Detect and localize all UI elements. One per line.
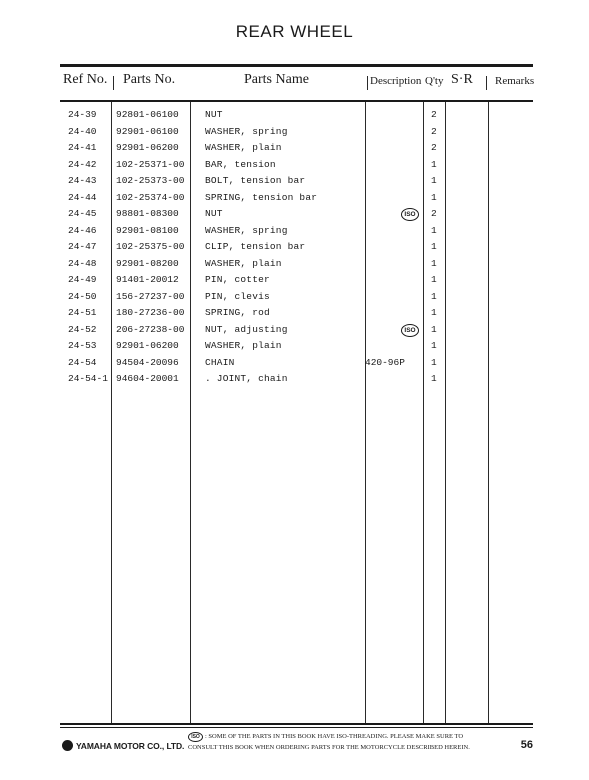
parts-no-cell: 92901-08100 — [116, 224, 179, 236]
table-row — [60, 356, 533, 373]
parts-name-cell: WASHER, plain — [205, 340, 282, 351]
parts-no-cell: 206-27238-00 — [116, 323, 185, 335]
header-qty: Q'ty — [425, 75, 444, 87]
ref-no-cell: 24-47 — [68, 241, 97, 252]
parts-name-cell: CHAIN — [205, 356, 235, 368]
table-row — [60, 224, 533, 241]
parts-no-cell: 92901-06200 — [116, 142, 179, 153]
table-row — [60, 339, 533, 356]
parts-name-cell: NUT, adjusting — [205, 323, 288, 335]
iso-mark-icon: ISO — [188, 732, 203, 742]
ref-no-cell: 24-46 — [68, 224, 97, 236]
table-row — [60, 372, 533, 389]
qty-cell: 1 — [431, 307, 437, 318]
parts-no-cell: 98801-08300 — [116, 208, 179, 219]
parts-name-cell: SPRING, tension bar — [205, 191, 318, 203]
qty-cell: 1 — [431, 191, 437, 203]
yamaha-emblem-icon — [62, 740, 73, 751]
table-bottom-rule — [60, 723, 533, 725]
table-row — [60, 141, 533, 158]
ref-no-cell: 24-40 — [68, 125, 97, 137]
table-row — [60, 174, 533, 191]
parts-name-cell: WASHER, spring — [205, 224, 288, 236]
parts-no-cell: 102-25374-00 — [116, 191, 185, 203]
table-row — [60, 257, 533, 274]
parts-name-cell: BOLT, tension bar — [205, 175, 306, 186]
parts-name-cell: PIN, clevis — [205, 290, 270, 302]
table-row — [60, 158, 533, 175]
parts-no-cell: 156-27237-00 — [116, 290, 185, 302]
parts-no-cell: 92901-06100 — [116, 125, 179, 137]
parts-name-cell: WASHER, spring — [205, 125, 288, 137]
table-top-rule — [60, 64, 533, 67]
qty-cell: 1 — [431, 257, 437, 269]
ref-no-cell: 24-48 — [68, 257, 97, 269]
qty-cell: 1 — [431, 175, 437, 186]
qty-cell: 1 — [431, 373, 437, 384]
table-row — [60, 306, 533, 323]
parts-name-cell: CLIP, tension bar — [205, 241, 306, 252]
parts-name-cell: WASHER, plain — [205, 257, 282, 269]
parts-name-cell: PIN, cotter — [205, 274, 270, 285]
page-footer — [60, 731, 533, 771]
qty-cell: 2 — [431, 125, 437, 137]
parts-name-cell: BAR, tension — [205, 158, 276, 170]
company-name: YAMAHA MOTOR CO., LTD. — [76, 740, 185, 751]
header-parts-no: Parts No. — [123, 72, 176, 87]
qty-cell: 1 — [431, 224, 437, 236]
header-remarks: Remarks — [495, 75, 535, 87]
parts-no-cell: 92901-08200 — [116, 257, 179, 269]
iso-note-line1 — [188, 731, 498, 742]
iso-note-line2: CONSULT THIS BOOK WHEN ORDERING PARTS FOR THE MOTORCYCLE DESCRIBED HEREIN. — [188, 744, 470, 751]
ref-no-cell: 24-53 — [68, 340, 97, 351]
qty-cell: 2 — [431, 208, 437, 219]
ref-no-cell: 24-45 — [68, 208, 97, 219]
qty-cell: 1 — [431, 274, 437, 285]
table-row — [60, 125, 533, 142]
parts-no-cell: 91401-20012 — [116, 274, 179, 285]
ref-no-cell: 24-49 — [68, 274, 97, 285]
iso-mark-icon: ISO — [401, 208, 419, 221]
parts-name-cell: WASHER, plain — [205, 142, 282, 153]
table-row — [60, 108, 533, 125]
parts-name-cell: SPRING, rod — [205, 307, 270, 318]
header-rule — [60, 100, 533, 102]
qty-cell: 1 — [431, 323, 437, 335]
parts-no-cell: 102-25373-00 — [116, 175, 185, 186]
iso-note — [188, 731, 498, 753]
iso-note-text: : SOME OF THE PARTS IN THIS BOOK HAVE ISO-THREADING. PLEASE MAKE SURE TO — [205, 733, 464, 740]
parts-no-cell: 102-25375-00 — [116, 241, 185, 252]
table-row — [60, 191, 533, 208]
header-divider — [367, 76, 368, 90]
company-logo — [62, 740, 184, 751]
header-divider — [113, 76, 114, 90]
parts-no-cell: 102-25371-00 — [116, 158, 185, 170]
table-row — [60, 323, 533, 340]
ref-no-cell: 24-50 — [68, 290, 97, 302]
header-parts-name: Parts Name — [244, 72, 309, 87]
parts-name-cell: . JOINT, chain — [205, 373, 288, 384]
parts-name-cell: NUT — [205, 208, 223, 219]
page-title: REAR WHEEL — [235, 22, 354, 41]
table-row — [60, 207, 533, 224]
page-number: 56 — [520, 739, 533, 751]
qty-cell: 1 — [431, 290, 437, 302]
qty-cell: 2 — [431, 142, 437, 153]
parts-no-cell: 92801-06100 — [116, 109, 179, 120]
qty-cell: 1 — [431, 158, 437, 170]
table-row — [60, 273, 533, 290]
parts-no-cell: 92901-06200 — [116, 340, 179, 351]
parts-no-cell: 94604-20001 — [116, 373, 179, 384]
ref-no-cell: 24-54-1 — [68, 373, 108, 384]
qty-cell: 1 — [431, 356, 437, 368]
ref-no-cell: 24-51 — [68, 307, 97, 318]
ref-no-cell: 24-52 — [68, 323, 97, 335]
qty-cell: 1 — [431, 340, 437, 351]
table-row — [60, 240, 533, 257]
parts-table — [60, 64, 533, 728]
header-sr: S·R — [451, 72, 473, 87]
parts-no-cell: 94504-20096 — [116, 356, 179, 368]
ref-no-cell: 24-42 — [68, 158, 97, 170]
ref-no-cell: 24-54 — [68, 356, 97, 368]
table-row — [60, 290, 533, 307]
header-ref-no: Ref No. — [63, 72, 108, 87]
parts-name-cell: NUT — [205, 109, 223, 120]
ref-no-cell: 24-43 — [68, 175, 97, 186]
header-divider — [486, 76, 487, 90]
description-cell: 420-96P — [365, 356, 405, 368]
iso-mark-icon: ISO — [401, 324, 419, 337]
parts-no-cell: 180-27236-00 — [116, 307, 185, 318]
qty-cell: 2 — [431, 109, 437, 120]
header-description: Description — [370, 75, 422, 87]
qty-cell: 1 — [431, 241, 437, 252]
ref-no-cell: 24-39 — [68, 109, 97, 120]
parts-rows — [60, 108, 533, 389]
table-bottom-rule-thin — [60, 727, 533, 728]
ref-no-cell: 24-41 — [68, 142, 97, 153]
ref-no-cell: 24-44 — [68, 191, 97, 203]
